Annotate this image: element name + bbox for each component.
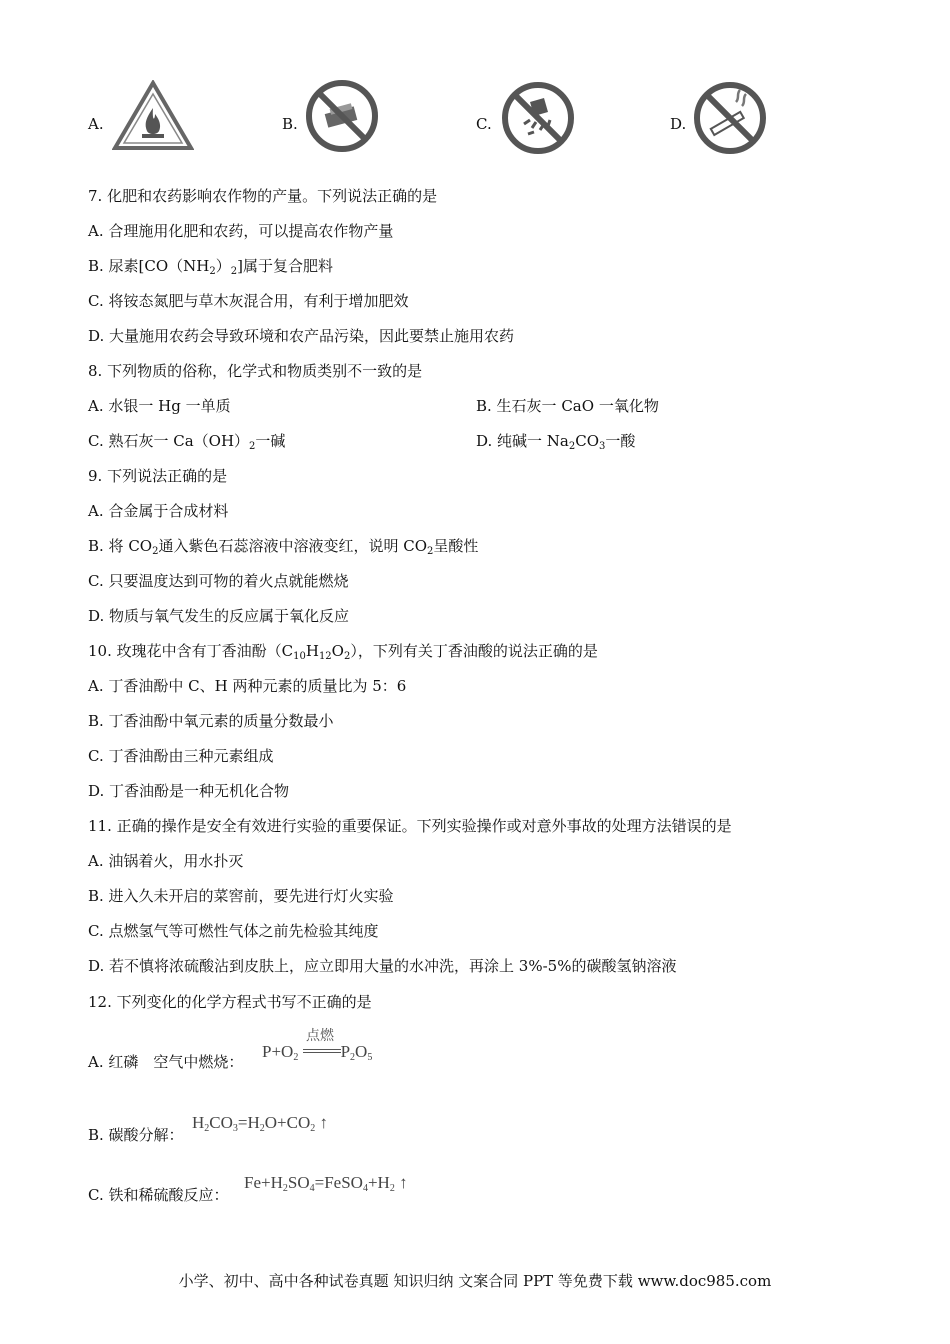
footer-banner: 小学、初中、高中各种试卷真题 知识归纳 文案合同 PPT 等免费下载 www.doc985.com: [178, 1272, 772, 1290]
q12-a-equation: $P+O_2$ $P_2O_5$: [262, 1042, 373, 1063]
q10-option-c: C. 丁香油酚由三种元素组成: [88, 747, 274, 765]
q8-option-d: D. 纯碱一 $Na_2CO_3$一酸: [476, 432, 636, 452]
no-smoking-icon: [692, 80, 768, 156]
option-c-label: C.: [476, 115, 492, 133]
q10-stem: 10. 玫瑰花中含有丁香油酚$(C_{10}H_{12}O_2)$，下列有关丁香油酸的说法正确的是: [88, 642, 598, 662]
q9-option-d: D. 物质与氧气发生的反应属于氧化反应: [88, 607, 350, 625]
q12-a-condition: 点燃: [306, 1028, 334, 1044]
q7-option-b: B. 尿素$[CO(NH_2)_2]$属于复合肥料: [88, 257, 334, 277]
q12-c-equation: $Fe+H_2SO_4=FeSO_4+H_2$ ↑: [244, 1173, 408, 1194]
q9-option-a: A. 合金属于合成材料: [88, 502, 229, 520]
option-a-label: A.: [88, 115, 104, 133]
q11-option-b: B. 进入久未开启的菜窖前，要先进行灯火实验: [88, 887, 394, 905]
q11-option-d: D. 若不慎将浓硫酸沾到皮肤上，应立即用大量的水冲洗，再涂上 3%-5%的碳酸氢钠溶液: [88, 957, 677, 975]
q11-option-a: A. 油锅着火，用水扑灭: [88, 852, 244, 870]
option-b-label: B.: [282, 115, 298, 133]
q12-stem: 12. 下列变化的化学方程式书写不正确的是: [88, 993, 372, 1011]
q7-option-a: A. 合理施用化肥和农药，可以提高农作物产量: [88, 222, 394, 240]
q9-stem: 9. 下列说法正确的是: [88, 467, 228, 485]
q12-option-b-label: B. 碳酸分解：: [88, 1126, 184, 1144]
q10-option-b: B. 丁香油酚中氧元素的质量分数最小: [88, 712, 334, 730]
q11-option-c: C. 点燃氢气等可燃性气体之前先检验其纯度: [88, 922, 379, 940]
q9-option-b: B. 将 $CO_2$通入紫色石蕊溶液中溶液变红，说明 $CO_2$呈酸性: [88, 537, 479, 557]
q12-option-c-label: C. 铁和稀硫酸反应：: [88, 1186, 229, 1204]
q12-b-equation: $H_2CO_3=H_2O+CO_2$ ↑: [192, 1113, 329, 1134]
q12-option-a-label: A. 红磷 空气中燃烧：: [88, 1053, 244, 1071]
q8-option-b: B. 生石灰一 CaO 一氧化物: [476, 397, 659, 415]
no-matches-icon: [304, 78, 380, 154]
q7-option-d: D. 大量施用农药会导致环境和农产品污染，因此要禁止施用农药: [88, 327, 515, 345]
q7-stem: 7. 化肥和农药影响农作物的产量。下列说法正确的是: [88, 187, 438, 205]
option-d-label: D.: [670, 115, 687, 133]
q8-option-a: A. 水银一 Hg 一单质: [88, 397, 231, 415]
q9-option-c: C. 只要温度达到可物的着火点就能燃烧: [88, 572, 349, 590]
q7-option-c: C. 将铵态氮肥与草木灰混合用，有利于增加肥效: [88, 292, 409, 310]
q10-option-d: D. 丁香油酚是一种无机化合物: [88, 782, 290, 800]
flammable-warning-icon: [112, 80, 194, 152]
q10-option-a: A. 丁香油酚中 C、H 两种元素的质量比为 5：6: [88, 677, 407, 695]
q8-stem: 8. 下列物质的俗称，化学式和物质类别不一致的是: [88, 362, 423, 380]
no-fireworks-icon: [500, 80, 576, 156]
q11-stem: 11. 正确的操作是安全有效进行实验的重要保证。下列实验操作或对意外事故的处理方法错误的是: [88, 817, 732, 835]
q8-option-c: C. 熟石灰一 $Ca(OH)_2$一碱: [88, 432, 286, 452]
